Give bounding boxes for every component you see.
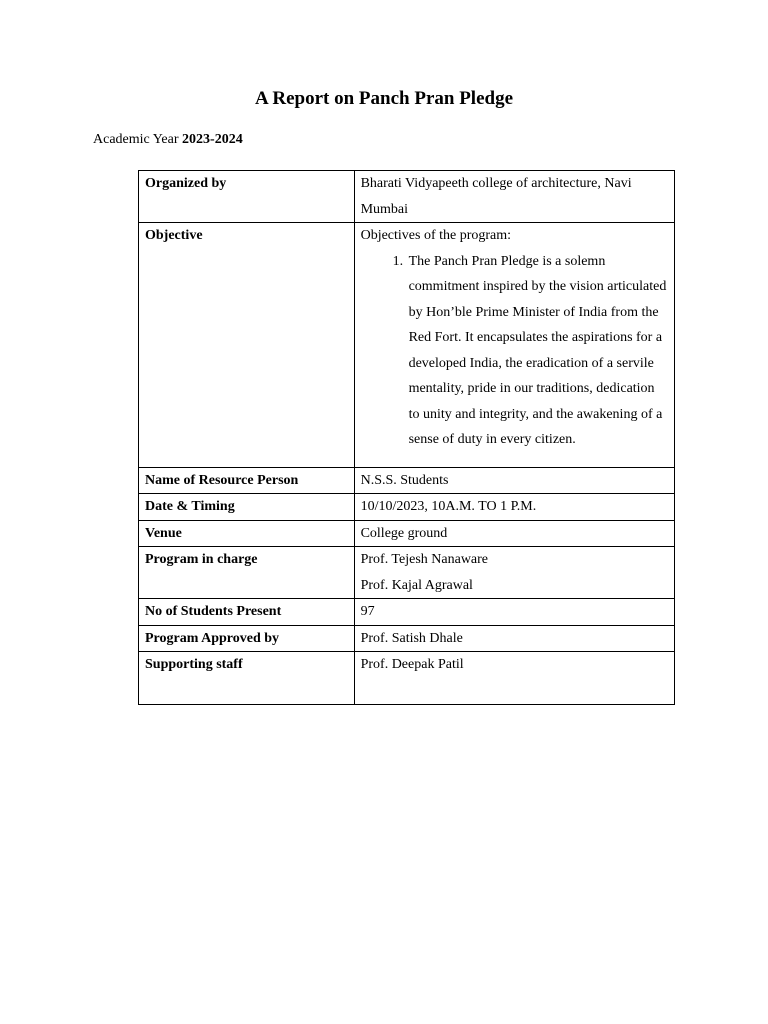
report-table <box>138 170 675 705</box>
table-row <box>139 599 675 626</box>
resource-person-label: Name of Resource Person <box>139 467 355 494</box>
approved-by-value: Prof. Satish Dhale <box>354 625 674 652</box>
supporting-staff-label: Supporting staff <box>139 652 355 705</box>
table-row <box>139 223 675 468</box>
date-timing-label: Date & Timing <box>139 494 355 521</box>
students-present-label: No of Students Present <box>139 599 355 626</box>
in-charge-name: Prof. Kajal Agrawal <box>360 577 473 593</box>
table-row <box>139 467 675 494</box>
table-row <box>139 494 675 521</box>
program-in-charge-value <box>354 547 674 599</box>
venue-value: College ground <box>354 520 674 547</box>
venue-label: Venue <box>139 520 355 547</box>
date-timing-value: 10/10/2023, 10A.M. TO 1 P.M. <box>354 494 674 521</box>
students-present-value: 97 <box>354 599 674 626</box>
academic-year-label: Academic Year <box>93 132 179 147</box>
objective-item: 1. The Panch Pran Pledge is a solemn commitment inspired by the vision articulated by Hon’ble Prime Minister of India from the Red Fort. It encapsulates the aspirations for a developed India, the eradication of a servile mentality, pride in our traditions, dedication to unity and integrity, and the awakening of a sense of duty in every citizen. <box>407 249 668 453</box>
objective-label: Objective <box>139 223 355 468</box>
objective-value <box>354 223 674 468</box>
objective-intro: Objectives of the program: <box>360 228 512 243</box>
table-row <box>139 625 675 652</box>
program-in-charge-label: Program in charge <box>139 547 355 599</box>
organized-by-value: Bharati Vidyapeeth college of architecture, Navi Mumbai <box>354 171 674 223</box>
organized-by-label: Organized by <box>139 171 355 223</box>
objective-list <box>361 249 668 453</box>
academic-year-value: 2023-2024 <box>182 132 243 147</box>
resource-person-value: N.S.S. Students <box>354 467 674 494</box>
academic-year <box>93 132 243 148</box>
table-row <box>139 547 675 599</box>
table-row <box>139 652 675 705</box>
approved-by-label: Program Approved by <box>139 625 355 652</box>
supporting-staff-value: Prof. Deepak Patil <box>354 652 674 705</box>
in-charge-name: Prof. Tejesh Nanaware <box>360 552 489 567</box>
report-title: A Report on Panch Pran Pledge <box>254 88 514 109</box>
table-row <box>139 171 675 223</box>
table-row <box>139 520 675 547</box>
